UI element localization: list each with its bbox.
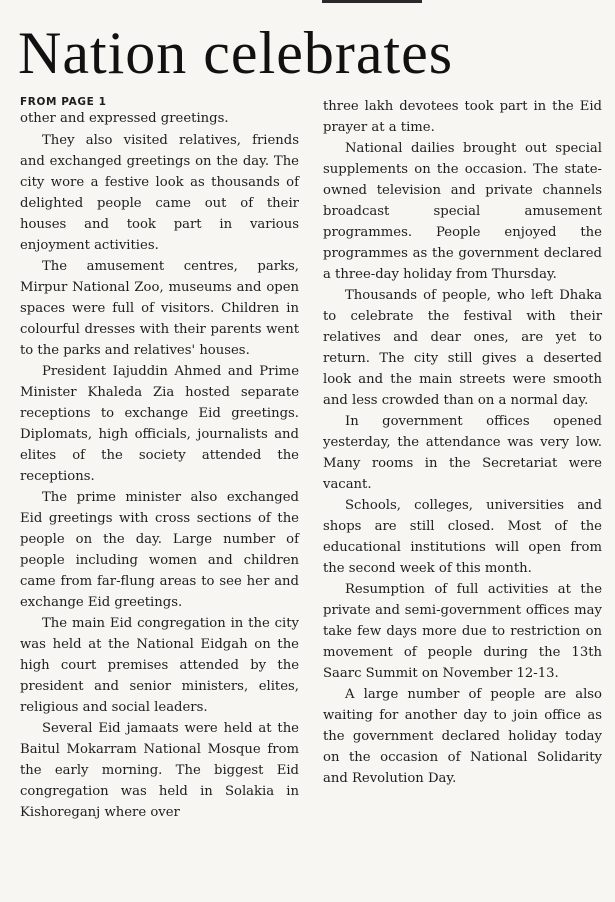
paragraph: They also visited relatives, friends and exchanged greetings on the day. The city wore a festive look as thousands of delighted people came out of their houses and took part in various enjoyment activities. xyxy=(20,133,299,253)
paragraph: The prime minister also exchanged Eid greetings with cross sections of the people on the day. Large number of people including women and children came from far-flung areas to see her and exchange Eid greetings. xyxy=(20,490,299,610)
left-column xyxy=(20,95,299,823)
paragraph: The main Eid congregation in the city was held at the National Eidgah on the high court premises attended by the president and senior ministers, elites, religious and social leaders. xyxy=(20,616,299,715)
paragraph: In government offices opened yesterday, the attendance was very low. Many rooms in the Secretariat were vacant. xyxy=(323,414,602,492)
paragraph: Resumption of full activities at the private and semi-government offices may take few days more due to restriction on movement of people during the 13th Saarc Summit on November 12-13. xyxy=(323,582,602,681)
headline: Nation celebrates xyxy=(18,20,454,86)
paragraph: other and expressed greetings. xyxy=(20,111,229,126)
paragraph: Several Eid jamaats were held at the Baitul Mokarram National Mosque from the early morning. The biggest Eid congregation was held in Solakia in Kishoreganj where over xyxy=(20,721,299,820)
paragraph: National dailies brought out special supplements on the occasion. The state-owned television and private channels broadcast special amusement programmes. People enjoyed the programmes as the government declared a three-day holiday from Thursday. xyxy=(323,141,602,282)
paragraph: A large number of people are also waiting for another day to join office as the government declared holiday today on the occasion of National Solidarity and Revolution Day. xyxy=(323,687,602,786)
kicker-from-page-1: FROM PAGE 1 xyxy=(20,96,107,108)
top-rule xyxy=(322,0,422,3)
paragraph: President Iajuddin Ahmed and Prime Minister Khaleda Zia hosted separate receptions to exchange Eid greetings. Diplomats, high officials, journalists and elites of the society attended the receptions. xyxy=(20,364,299,484)
paragraph: Thousands of people, who left Dhaka to celebrate the festival with their relatives and dear ones, are yet to return. The city still gives a deserted look and the main streets were smooth and less crowded than on a normal day. xyxy=(323,288,602,408)
right-column xyxy=(323,96,602,789)
paragraph: Schools, colleges, universities and shops are still closed. Most of the educational institutions will open from the second week of this month. xyxy=(323,498,602,576)
paragraph: three lakh devotees took part in the Eid prayer at a time. xyxy=(323,99,602,135)
paragraph: The amusement centres, parks, Mirpur National Zoo, museums and open spaces were full of visitors. Children in colourful dresses with their parents went to the parks and relatives' houses. xyxy=(20,259,299,358)
